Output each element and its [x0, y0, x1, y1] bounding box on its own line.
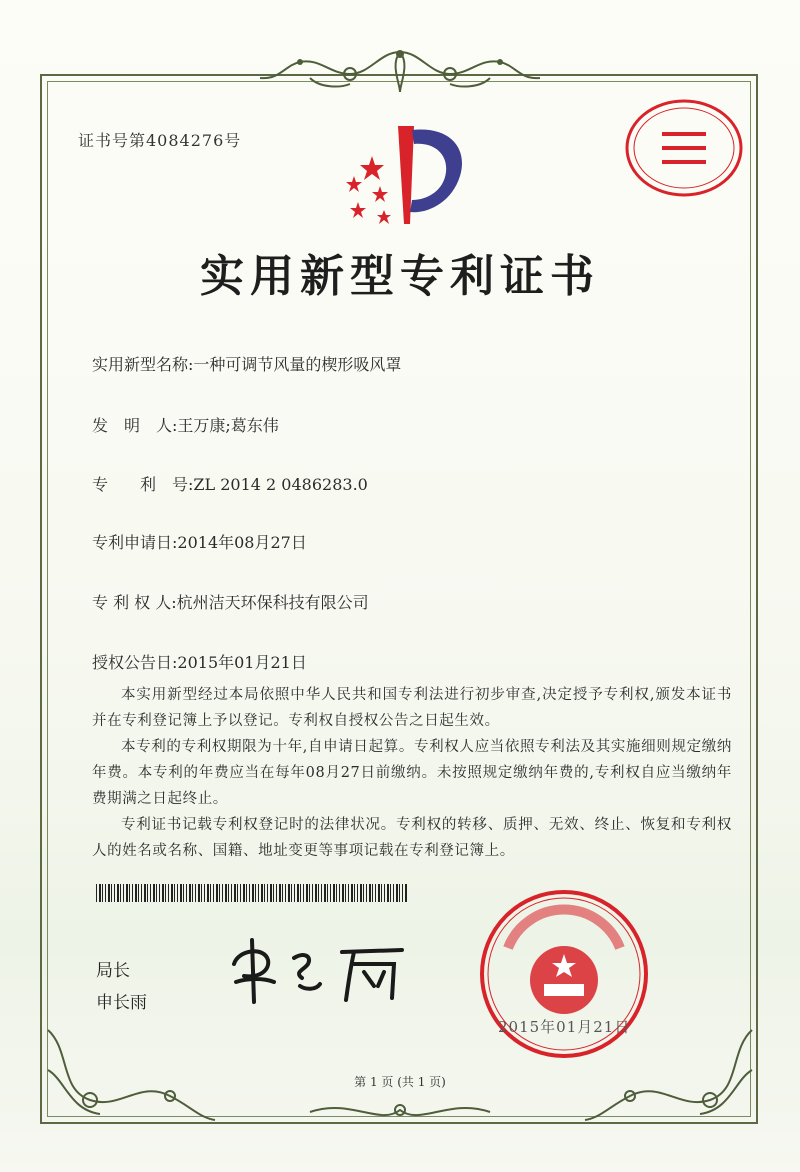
signer-name: 申长雨 — [96, 993, 147, 1013]
field-utility-model-name — [92, 352, 401, 375]
bottom-left-ornament-icon — [40, 1010, 220, 1130]
field-value: 2014年08月27日 — [177, 533, 307, 552]
field-value: ZL 2014 2 0486283.0 — [193, 475, 368, 494]
certificate-number: 证书号第4084276号 — [78, 131, 242, 150]
bottom-center-ornament-icon — [300, 1092, 500, 1128]
field-value: 2015年01月21日 — [177, 653, 307, 672]
field-label: 专利申请日: — [92, 533, 178, 552]
field-value: 王万康;葛东伟 — [177, 416, 279, 435]
handwritten-signature — [224, 930, 414, 1010]
field-label: 专 利 权 人: — [92, 593, 177, 612]
certificate-title: 实用新型专利证书 — [200, 251, 600, 302]
field-inventors — [92, 413, 279, 436]
body-paragraph-1: 本实用新型经过本局依照中华人民共和国专利法进行初步审查,决定授予专利权,颁发本证书并在专利登记簿上予以登记。专利权自授权公告之日起生效。 — [92, 687, 732, 729]
body-paragraph-3: 专利证书记载专利权登记时的法律状况。专利权的转移、质押、无效、终止、恢复和专利权人的姓名或名称、国籍、地址变更等事项记载在专利登记簿上。 — [92, 817, 732, 859]
field-value: 杭州洁天环保科技有限公司 — [176, 593, 369, 612]
field-application-date — [92, 530, 307, 553]
field-label: 专 利 号: — [92, 475, 194, 494]
field-label: 发 明 人: — [92, 416, 178, 435]
field-value: 一种可调节风量的楔形吸风罩 — [193, 355, 402, 374]
tax-stamp-icon — [622, 96, 746, 200]
signer-title: 局长 — [96, 961, 130, 981]
field-patent-number — [92, 472, 368, 495]
page-indicator: 第 1 页 (共 1 页) — [354, 1075, 446, 1089]
field-label: 实用新型名称: — [92, 355, 194, 374]
top-ornament-icon — [250, 44, 550, 100]
barcode — [96, 884, 408, 902]
field-label: 授权公告日: — [92, 653, 178, 672]
field-grant-date — [92, 650, 307, 673]
seal-date: 2015年01月21日 — [498, 1018, 631, 1036]
body-paragraph-2: 本专利的专利权期限为十年,自申请日起算。专利权人应当依照专利法及其实施细则规定缴纳年费。本专利的年费应当在每年08月27日前缴纳。未按照规定缴纳年费的,专利权自应当缴纳年费期满之日起终止。 — [92, 739, 732, 807]
patent-office-logo-icon — [332, 120, 472, 232]
field-patentee — [92, 590, 369, 613]
